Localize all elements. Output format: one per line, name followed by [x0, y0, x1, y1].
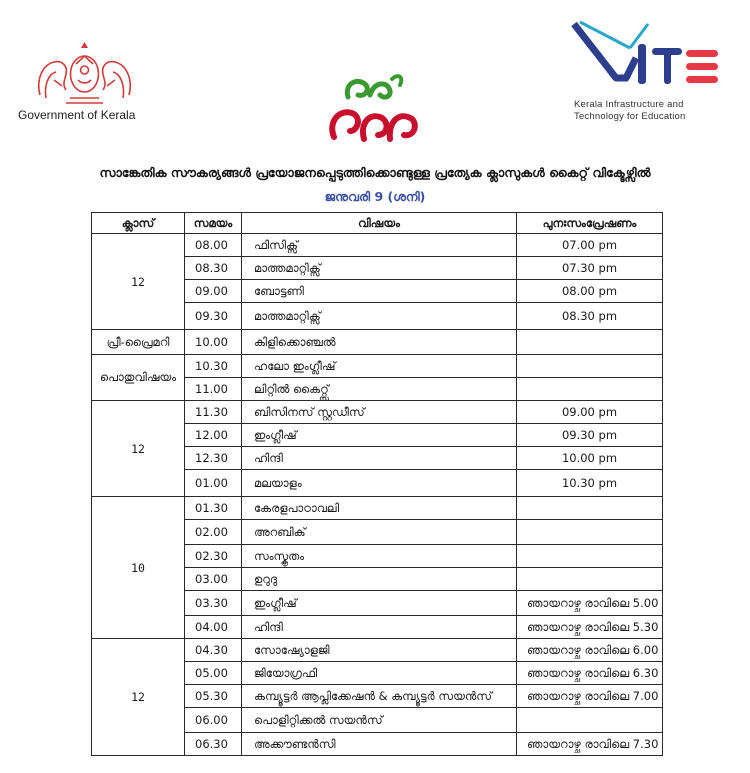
time-cell: 04.00 — [185, 616, 242, 639]
rebroadcast-cell — [517, 497, 663, 520]
schedule-body — [92, 234, 663, 756]
rebroadcast-cell: 07.00 pm — [517, 234, 663, 257]
time-cell: 10.00 — [185, 330, 242, 355]
time-cell: 05.30 — [185, 685, 242, 708]
time-cell: 12.00 — [185, 424, 242, 447]
table-row — [92, 497, 663, 520]
class-cell: 12 — [92, 401, 185, 497]
subject-cell: ലിറ്റിൽ കൈറ്റ്സ് — [242, 378, 517, 401]
rebroadcast-cell: 09.30 pm — [517, 424, 663, 447]
table-row — [92, 355, 663, 378]
subject-cell: കേരളപാഠാവലി — [242, 497, 517, 520]
subject-cell: ഉറുദു — [242, 568, 517, 591]
subject-cell: മാത്തമാറ്റിക്സ് — [242, 257, 517, 280]
subject-cell: മാത്തമാറ്റിക്സ് — [242, 303, 517, 330]
first-bell-logo — [318, 65, 428, 150]
class-cell: 12 — [92, 639, 185, 756]
time-cell: 09.00 — [185, 280, 242, 303]
rebroadcast-cell — [517, 355, 663, 378]
time-cell: 01.00 — [185, 470, 242, 497]
rebroadcast-cell: ഞായറാഴ്ച രാവിലെ 7.30 — [517, 733, 663, 756]
table-header-row — [92, 213, 663, 234]
time-cell: 08.30 — [185, 257, 242, 280]
subject-cell: ഹിന്ദി — [242, 616, 517, 639]
time-cell: 02.00 — [185, 520, 242, 545]
table-row — [92, 234, 663, 257]
class-cell: 10 — [92, 497, 185, 639]
time-cell: 03.00 — [185, 568, 242, 591]
subject-cell: മലയാളം — [242, 470, 517, 497]
subject-cell: കിളിക്കൊഞ്ചൽ — [242, 330, 517, 355]
rebroadcast-cell — [517, 330, 663, 355]
header-subject: വിഷയം — [242, 213, 517, 234]
government-of-kerala-label: Government of Kerala — [18, 108, 136, 122]
time-cell: 06.00 — [185, 708, 242, 733]
page-title: സാങ്കേതിക സൗകര്യങ്ങൾ പ്രയോജനപ്പെടുത്തിക്കൊണ്ടുള്ള പ്രത്യേക ക്ലാസുകൾ കൈറ്റ് വിക്ടേഴ്സിൽ — [99, 165, 651, 180]
kite-name-line-1: Kerala Infrastructure and — [574, 99, 684, 110]
time-cell: 06.30 — [185, 733, 242, 756]
table-row — [92, 639, 663, 662]
rebroadcast-cell — [517, 568, 663, 591]
rebroadcast-cell: ഞായറാഴ്ച രാവിലെ 5.00 — [517, 591, 663, 616]
rebroadcast-cell: ഞായറാഴ്ച രാവിലെ 5.30 — [517, 616, 663, 639]
subject-cell: ഇംഗ്ലീഷ് — [242, 591, 517, 616]
subject-cell: സംസ്കൃതം — [242, 545, 517, 568]
time-cell: 09.30 — [185, 303, 242, 330]
schedule-date: ജനുവരി 9 (ശനി) — [324, 189, 426, 204]
subject-cell: ബോട്ടണി — [242, 280, 517, 303]
header-time: സമയം — [185, 213, 242, 234]
first-bell-logo-graphic — [318, 65, 428, 150]
subject-cell: കമ്പ്യൂട്ടർ ആപ്ലിക്കേഷൻ & കമ്പ്യൂട്ടർ സയൻസ് — [242, 685, 517, 708]
rebroadcast-cell — [517, 708, 663, 733]
subject-cell: ജിയോഗ്രഫി — [242, 662, 517, 685]
rebroadcast-cell — [517, 378, 663, 401]
rebroadcast-cell — [517, 545, 663, 568]
class-cell: 12 — [92, 234, 185, 330]
time-cell: 11.00 — [185, 378, 242, 401]
time-cell: 10.30 — [185, 355, 242, 378]
time-cell: 03.30 — [185, 591, 242, 616]
kite-logo — [570, 18, 725, 100]
rebroadcast-cell: ഞായറാഴ്ച രാവിലെ 6.00 — [517, 639, 663, 662]
subject-cell: അക്കൗണ്ടൻസി — [242, 733, 517, 756]
rebroadcast-cell: 08.30 pm — [517, 303, 663, 330]
subject-cell: അറബിക് — [242, 520, 517, 545]
subject-cell: ഹിന്ദി — [242, 447, 517, 470]
subject-cell: ഹലോ ഇംഗ്ലീഷ് — [242, 355, 517, 378]
rebroadcast-cell: 10.00 pm — [517, 447, 663, 470]
rebroadcast-cell: ഞായറാഴ്ച രാവിലെ 6.30 — [517, 662, 663, 685]
time-cell: 12.30 — [185, 447, 242, 470]
kerala-emblem-logo — [32, 40, 137, 110]
table-row — [92, 401, 663, 424]
subject-cell: ഫിസിക്സ് — [242, 234, 517, 257]
time-cell: 02.30 — [185, 545, 242, 568]
schedule-table — [91, 212, 663, 756]
time-cell: 01.30 — [185, 497, 242, 520]
class-cell: പൊതുവിഷയം — [92, 355, 185, 401]
time-cell: 05.00 — [185, 662, 242, 685]
time-cell: 08.00 — [185, 234, 242, 257]
subject-cell: പൊളിറ്റിക്കൽ സയൻസ് — [242, 708, 517, 733]
class-cell: പ്രീ-പ്രൈമറി — [92, 330, 185, 355]
rebroadcast-cell — [517, 520, 663, 545]
rebroadcast-cell: 08.00 pm — [517, 280, 663, 303]
rebroadcast-cell: ഞായറാഴ്ച രാവിലെ 7.00 — [517, 685, 663, 708]
rebroadcast-cell: 10.30 pm — [517, 470, 663, 497]
table-row — [92, 330, 663, 355]
header-class: ക്ലാസ് — [92, 213, 185, 234]
rebroadcast-cell: 09.00 pm — [517, 401, 663, 424]
kite-full-name — [574, 99, 685, 123]
subject-cell: സോഷ്യോളജി — [242, 639, 517, 662]
time-cell: 04.30 — [185, 639, 242, 662]
time-cell: 11.30 — [185, 401, 242, 424]
document-header — [0, 0, 750, 160]
subject-cell: ഇംഗ്ലീഷ് — [242, 424, 517, 447]
header-rebroadcast: പുനഃസംപ്രേഷണം — [517, 213, 663, 234]
rebroadcast-cell: 07.30 pm — [517, 257, 663, 280]
kite-name-line-2: Technology for Education — [574, 111, 686, 122]
subject-cell: ബിസിനസ് സ്റ്റഡീസ് — [242, 401, 517, 424]
